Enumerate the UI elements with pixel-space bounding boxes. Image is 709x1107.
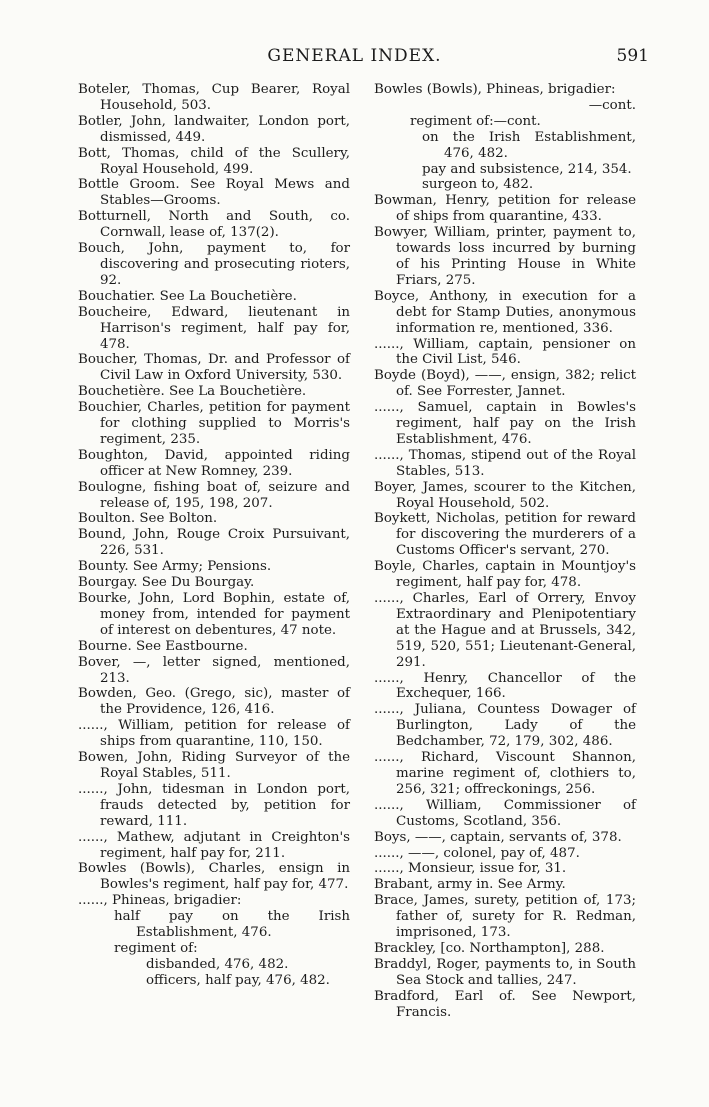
index-entry: Brackley, [co. Northampton], 288. (374, 940, 605, 956)
index-entry: Braddyl, Roger, payments to, in South Sea Stock and tallies, 247. (374, 956, 636, 988)
index-entry: Bouchetière. See La Bouchetière. (78, 384, 307, 400)
index-entry: Botturnell, North and South, co. Cornwall, lease of, 137(2). (78, 209, 350, 241)
index-entry: Boucheire, Edward, lieutenant in Harrison's regiment, half pay for, 478. (78, 304, 350, 352)
index-entry: Bourne. See Eastbourne. (78, 638, 248, 654)
index-entry: Boyde (Boyd), ——, ensign, 382; relict of. See Forrester, Jannet. (374, 368, 636, 400)
index-entry: Bound, John, Rouge Croix Pursuivant, 226, 531. (78, 527, 350, 559)
index-entry: ......, Juliana, Countess Dowager of Burlington, Lady of the Bedchamber, 72, 179, 302, 486. (374, 702, 636, 750)
index-column-left (78, 82, 350, 989)
index-entry: ......, Monsieur, issue for, 31. (374, 861, 567, 877)
index-entry: Brace, James, surety, petition of, 173; father of, surety for R. Redman, imprisoned, 173. (374, 893, 636, 941)
index-entry: surgeon to, 482. (422, 177, 534, 193)
index-entry: ......, Samuel, captain in Bowles's regiment, half pay on the Irish Establishment, 476. (374, 400, 636, 447)
index-entry: Bott, Thomas, child of the Scullery, Royal Household, 499. (78, 145, 350, 177)
index-entry: ......, Mathew, adjutant in Creighton's regiment, half pay for, 211. (78, 829, 350, 861)
index-entry: regiment of:—cont. (410, 113, 541, 129)
index-entry: Bounty. See Army; Pensions. (78, 559, 272, 575)
index-entry: Botler, John, landwaiter, London port, dismissed, 449. (78, 113, 350, 145)
index-entry: Boyle, Charles, captain in Mountjoy's regiment, half pay for, 478. (374, 559, 636, 591)
index-entry: officers, half pay, 476, 482. (146, 972, 330, 988)
index-entry: Boughton, David, appointed riding officer at New Romney, 239. (78, 447, 350, 479)
index-column-right (374, 82, 636, 1020)
index-entry: disbanded, 476, 482. (146, 956, 289, 972)
index-entry: regiment of: (114, 940, 198, 956)
index-entry: Bourke, John, Lord Bophin, estate of, money from, intended for payment of interest on debentures, 47 note. (78, 591, 350, 638)
index-entry: ......, William, captain, pensioner on the Civil List, 546. (374, 336, 636, 368)
index-entry: Bradford, Earl of. See Newport, Francis. (374, 988, 636, 1020)
index-entry: Boulton. See Bolton. (78, 511, 218, 527)
index-entry: Bowman, Henry, petition for release of ships from quarantine, 433. (374, 193, 636, 225)
index-entry: Bottle Groom. See Royal Mews and Stables—Grooms. (78, 177, 350, 209)
index-entry: on the Irish Establishment, 476, 482. (422, 129, 636, 161)
index-entry: Boys, ——, captain, servants of, 378. (374, 829, 622, 845)
index-entry: ......, Thomas, stipend out of the Royal Stables, 513. (374, 447, 636, 479)
index-entry: Brabant, army in. See Army. (374, 877, 566, 893)
index-entry: ......, Richard, Viscount Shannon, marine regiment of, clothiers to, 256, 321; offreckonings, 256. (374, 750, 636, 797)
index-entry: Bowden, Geo. (Grego, sic), master of the Providence, 126, 416. (78, 686, 350, 718)
index-entry: Bowyer, William, printer, payment to, towards loss incurred by burning of his Printing House in White Friars, 275. (374, 225, 636, 288)
index-entry: Boyce, Anthony, in execution for a debt for Stamp Duties, anonymous information re, mentioned, 336. (374, 288, 636, 336)
index-entry: ......, ——, colonel, pay of, 487. (374, 845, 580, 861)
index-entry: Bouch, John, payment to, for discovering and prosecuting rioters, 92. (78, 241, 350, 288)
index-entry: —cont. (588, 97, 636, 113)
index-entry: Bowles (Bowls), Phineas, brigadier: (374, 82, 616, 97)
index-entry: Boulogne, fishing boat of, seizure and release of, 195, 198, 207. (78, 479, 350, 511)
index-entry: ......, Charles, Earl of Orrery, Envoy Extraordinary and Plenipotentiary at the Hague and at Brussels, 342, 519, 520, 551; Lieutenant-General, 291. (374, 591, 636, 670)
index-entry: Bourgay. See Du Bourgay. (78, 575, 255, 591)
index-entry: ......, William, petition for release of ships from quarantine, 110, 150. (78, 718, 350, 750)
index-entry: Boucher, Thomas, Dr. and Professor of Civil Law in Oxford University, 530. (78, 352, 350, 384)
index-entry: ......, Henry, Chancellor of the Exchequer, 166. (374, 670, 636, 702)
index-entry: Bowen, John, Riding Surveyor of the Royal Stables, 511. (78, 750, 350, 781)
index-entry: Boykett, Nicholas, petition for reward for discovering the murderers of a Customs Officer's servant, 270. (374, 511, 636, 559)
page-number: 591 (616, 46, 649, 66)
index-entry: ......, Phineas, brigadier: (78, 893, 242, 909)
index-entry: Bouchatier. See La Bouchetière. (78, 288, 297, 304)
index-entry: ......, John, tidesman in London port, frauds detected by, petition for reward, 111. (78, 781, 350, 829)
index-entry: half pay on the Irish Establishment, 476. (114, 909, 350, 941)
index-entry: Bover, —, letter signed, mentioned, 213. (78, 654, 350, 686)
index-entry: ......, William, Commissioner of Customs, Scotland, 356. (374, 797, 636, 829)
index-entry: Bouchier, Charles, petition for payment for clothing supplied to Morris's regiment, 235. (78, 400, 350, 447)
index-entry: Bowles (Bowls), Charles, ensign in Bowles's regiment, half pay for, 477. (78, 861, 350, 893)
page-title: GENERAL INDEX. (267, 46, 442, 66)
index-entry: pay and subsistence, 214, 354. (422, 161, 632, 177)
page-header (0, 44, 709, 70)
index-entry: Boteler, Thomas, Cup Bearer, Royal Household, 503. (78, 82, 350, 113)
index-entry: Boyer, James, scourer to the Kitchen, Royal Household, 502. (374, 479, 636, 511)
